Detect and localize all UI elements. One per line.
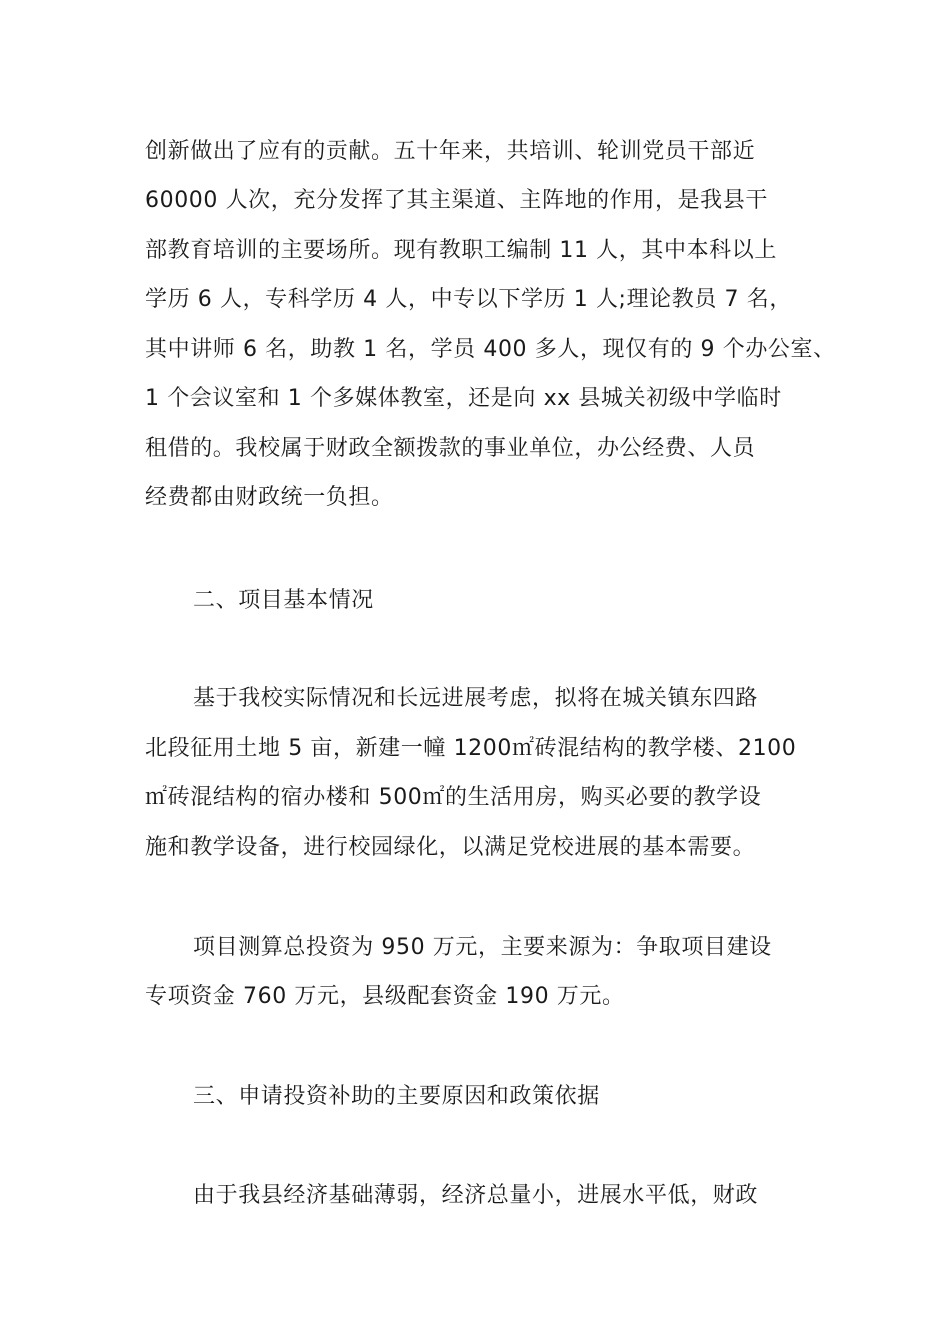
- section-heading-2: 二、项目基本情况: [193, 588, 374, 613]
- paragraph-line: 项目测算总投资为 950 万元，主要来源为：争取项目建设: [193, 935, 772, 960]
- paragraph-line: 基于我校实际情况和长远进展考虑，拟将在城关镇东四路: [193, 686, 759, 711]
- paragraph-line: 租借的。我校属于财政全额拨款的事业单位，办公经费、人员: [145, 436, 756, 461]
- paragraph-line: 由于我县经济基础薄弱，经济总量小，进展水平低，财政: [193, 1183, 759, 1208]
- paragraph-line: ㎡砖混结构的宿办楼和 500㎡的生活用房，购买必要的教学设: [145, 785, 762, 810]
- section-heading-3: 三、申请投资补助的主要原因和政策依据: [193, 1084, 600, 1109]
- paragraph-line: 专项资金 760 万元，县级配套资金 190 万元。: [145, 984, 625, 1009]
- paragraph-line: 其中讲师 6 名，助教 1 名，学员 400 多人，现仅有的 9 个办公室、: [145, 337, 836, 362]
- paragraph-line: 施和教学设备，进行校园绿化，以满足党校进展的基本需要。: [145, 835, 756, 860]
- paragraph-line: 北段征用土地 5 亩，新建一幢 1200㎡砖混结构的教学楼、2100: [145, 736, 797, 761]
- paragraph-line: 部教育培训的主要场所。现有教职工编制 11 人，其中本科以上: [145, 238, 777, 263]
- paragraph-line: 60000 人次，充分发挥了其主渠道、主阵地的作用，是我县干: [145, 188, 768, 213]
- paragraph-line: 创新做出了应有的贡献。五十年来，共培训、轮训党员干部近: [145, 139, 756, 164]
- paragraph-line: 1 个会议室和 1 个多媒体教室，还是向 xx 县城关初级中学临时: [145, 386, 782, 411]
- paragraph-line: 学历 6 人，专科学历 4 人，中专以下学历 1 人;理论教员 7 名，: [145, 287, 792, 312]
- paragraph-line: 经费都由财政统一负担。: [145, 485, 394, 510]
